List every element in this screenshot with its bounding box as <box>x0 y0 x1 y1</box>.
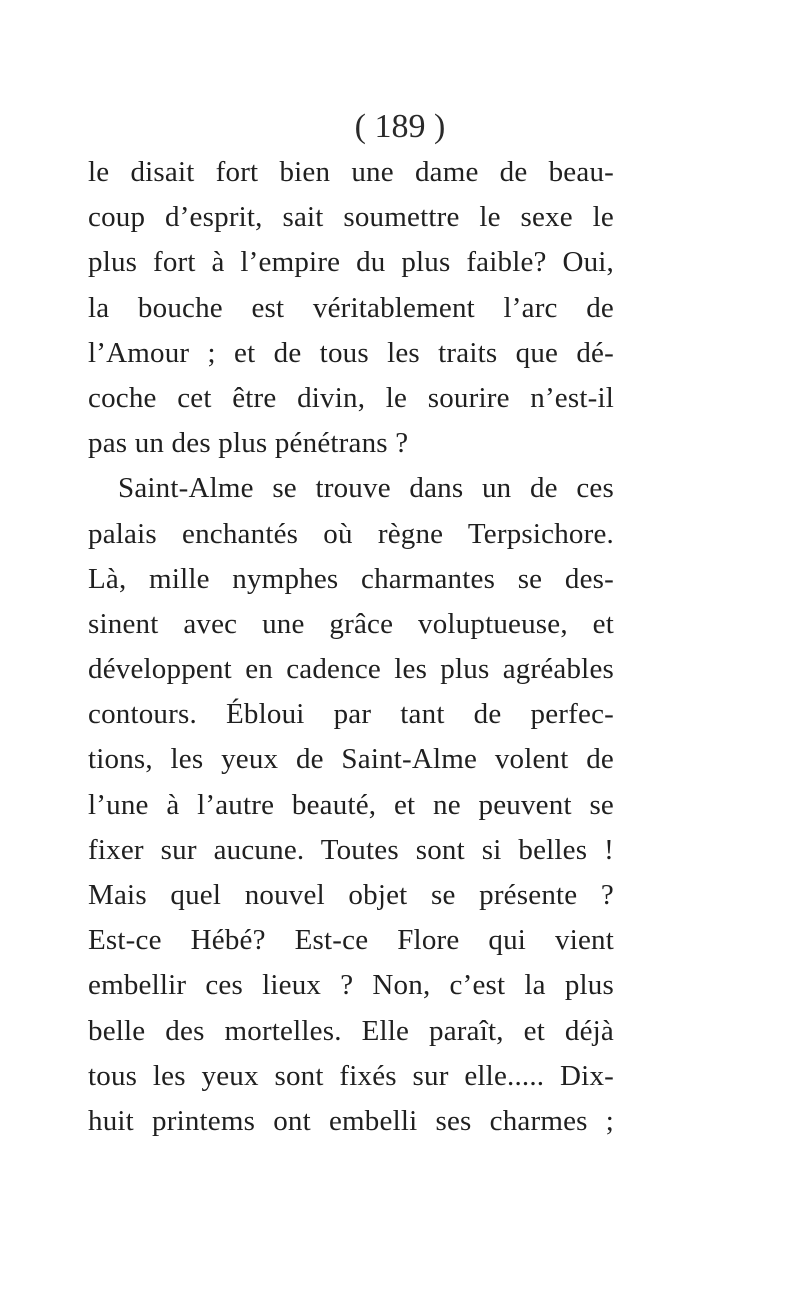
text-line: tions, les yeux de Saint-Alme volent de <box>88 743 614 776</box>
text-line: Là, mille nymphes charmantes se des- <box>88 562 614 595</box>
text-line: embellir ces lieux ? Non, c’est la plus <box>88 969 614 1002</box>
body-text <box>88 150 614 1144</box>
text-line: sinent avec une grâce voluptueuse, et <box>88 607 614 640</box>
page-number: ( 189 ) <box>354 108 446 145</box>
text-line: coche cet être divin, le sourire n’est-il <box>88 381 614 414</box>
text-line: la bouche est véritablement l’arc de <box>88 291 614 324</box>
text-line: développent en cadence les plus agréables <box>88 653 614 686</box>
text-line: le disait fort bien une dame de beau- <box>88 156 614 188</box>
text-line: palais enchantés où règne Terpsichore. <box>88 517 614 550</box>
text-line: belle des mortelles. Elle paraît, et déjà <box>88 1014 614 1047</box>
text-line: tous les yeux sont fixés sur elle..... Dix- <box>88 1059 614 1092</box>
text-line: Mais quel nouvel objet se présente ? <box>88 879 614 911</box>
text-line: huit printems ont embelli ses charmes ; <box>88 1104 614 1137</box>
text-line: coup d’esprit, sait soumettre le sexe le <box>88 201 614 234</box>
text-line: contours. Ébloui par tant de perfec- <box>88 698 614 731</box>
text-line: Saint-Alme se trouve dans un de ces <box>118 472 614 505</box>
text-line: plus fort à l’empire du plus faible? Oui, <box>88 246 614 279</box>
text-line: Est-ce Hébé? Est-ce Flore qui vient <box>88 924 614 957</box>
text-line: l’une à l’autre beauté, et ne peuvent se <box>88 788 614 821</box>
text-line: fixer sur aucune. Toutes sont si belles ! <box>88 833 614 866</box>
text-line: pas un des plus pénétrans ? <box>88 427 409 460</box>
text-line: l’Amour ; et de tous les traits que dé- <box>88 336 614 369</box>
